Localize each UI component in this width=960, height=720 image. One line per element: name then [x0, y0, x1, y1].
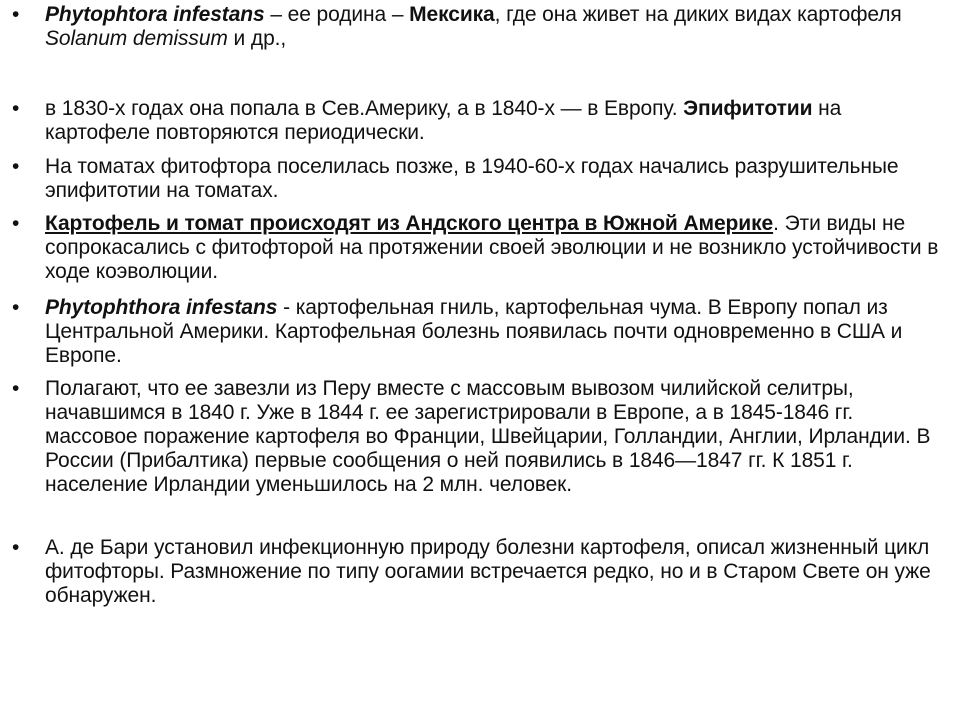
- bullet-text-1: Phytophtora infestans – ее родина – Мексика, где она живет на диких видах картофеля Solanum demissum и др.,: [45, 3, 902, 50]
- bullet-text-5: Phytophthora infestans - картофельная гниль, картофельная чума. В Европу попал из Центральной Америки. Картофельная болезнь появилась почти одновременно в США и Европе.: [45, 296, 903, 367]
- bullet-text-7: А. де Бари установил инфекционную природу болезни картофеля, описал жизненный цикл фитофторы. Размножение по типу оогамии встречается редко, но и в Старом Свете он уже обнаружен.: [45, 536, 931, 607]
- bullet-text-3: На томатах фитофтора поселилась позже, в 1940-60-х годах начались разрушительные эпифитотии на томатах.: [45, 155, 899, 202]
- bullet-marker: •: [12, 377, 20, 400]
- bullet-marker: •: [12, 212, 20, 235]
- emphasis-mexico: Мексика: [409, 3, 495, 26]
- bullet-marker: •: [12, 536, 20, 559]
- species-name: Phytophtora infestans: [45, 3, 265, 26]
- bullet-marker: •: [12, 3, 20, 26]
- bullet-text-2: в 1830-х годах она попала в Сев.Америку, а в 1840-х — в Европу. Эпифитотии на картофеле повторяются периодически.: [45, 97, 842, 144]
- emphasis-epiphytotics: Эпифитотии: [683, 97, 813, 120]
- bullet-marker: •: [12, 97, 20, 120]
- bullet-marker: •: [12, 155, 20, 178]
- bullet-text-4: Картофель и томат происходят из Андского центра в Южной Америке. Эти виды не сопрокасались с фитофторой на протяжении своей эволюции и не возникло устойчивости в ходе коэволюции.: [45, 212, 939, 283]
- species-name: Solanum demissum: [45, 27, 228, 50]
- species-name: Phytophthora infestans: [45, 296, 278, 319]
- bullet-text-6: Полагают, что ее завезли из Перу вместе с массовым вывозом чилийской селитры, начавшимся в 1840 г. Уже в 1844 г. ее зарегистрировали в Европе, а в 1845-1846 гг. массовое поражение картофеля во Франции, Швейцарии, Голландии, Англии, Ирландии. В России (Прибалтика) первые сообщения о ней появились в 1846—1847 гг. К 1851 г. население Ирландии уменьшилось на 2 млн. человек.: [45, 377, 931, 496]
- bullet-marker: •: [12, 296, 20, 319]
- emphasis-andean-center: Картофель и томат происходят из Андского центра в Южной Америке: [45, 212, 774, 235]
